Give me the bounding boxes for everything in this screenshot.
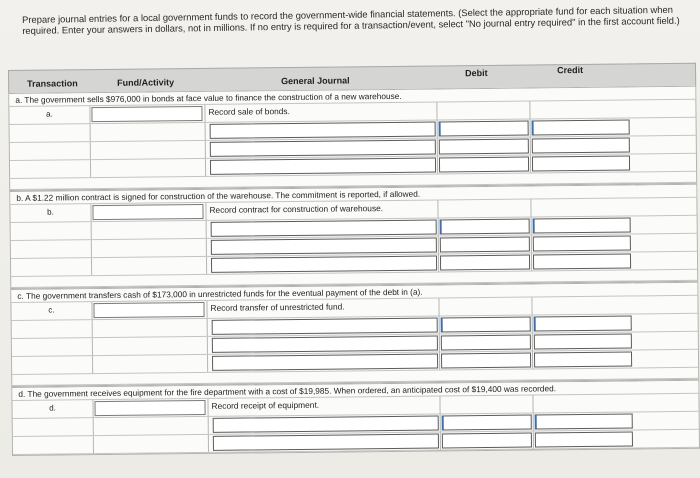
transaction-section-d bbox=[11, 380, 700, 456]
debit-input[interactable] bbox=[439, 121, 529, 137]
header-debit: Debit bbox=[465, 67, 488, 79]
journal-table bbox=[8, 63, 700, 478]
record-label: Record transfer of unrestricted fund. bbox=[207, 298, 439, 317]
debit-input[interactable] bbox=[441, 353, 531, 369]
account-select[interactable] bbox=[211, 256, 437, 273]
debit-input[interactable] bbox=[442, 415, 532, 431]
fund-select[interactable] bbox=[93, 302, 204, 318]
fund-select[interactable] bbox=[92, 204, 203, 220]
account-select[interactable] bbox=[212, 318, 438, 335]
account-select[interactable] bbox=[210, 158, 436, 175]
header-general-journal: General Journal bbox=[281, 75, 350, 87]
fund-cell bbox=[92, 301, 207, 319]
debit-input[interactable] bbox=[441, 335, 531, 351]
header-fund-activity: Fund/Activity bbox=[117, 77, 175, 88]
account-select[interactable] bbox=[212, 336, 438, 353]
transaction-id: c. bbox=[11, 302, 92, 320]
credit-input[interactable] bbox=[534, 351, 632, 367]
debit-cell bbox=[437, 102, 530, 120]
fund-cell bbox=[93, 399, 208, 417]
credit-input[interactable] bbox=[534, 333, 632, 349]
credit-input[interactable] bbox=[532, 119, 630, 135]
header-transaction: Transaction bbox=[27, 78, 78, 89]
credit-input[interactable] bbox=[533, 217, 631, 233]
transaction-section-b bbox=[9, 184, 698, 289]
transaction-description: c. The government transfers cash of $173,000 in unrestricted funds for the eventual payment of the debt in (a). bbox=[11, 283, 697, 303]
header-credit: Credit bbox=[556, 64, 584, 76]
debit-input[interactable] bbox=[439, 157, 529, 173]
debit-input[interactable] bbox=[442, 433, 532, 449]
credit-input[interactable] bbox=[534, 315, 632, 331]
debit-input[interactable] bbox=[440, 237, 530, 253]
transaction-description: a. The government sells $976,000 in bonds at face value to finance the construction of a new warehouse. bbox=[9, 87, 695, 107]
record-label: Record contract for construction of warehouse. bbox=[206, 201, 438, 220]
transaction-description: b. A $1.22 million contract is signed for construction of the warehouse. The commitment is reported, if allowed. bbox=[10, 185, 696, 205]
account-select[interactable] bbox=[210, 140, 436, 157]
fund-select[interactable] bbox=[94, 400, 205, 416]
record-label: Record sale of bonds. bbox=[205, 103, 437, 122]
credit-input[interactable] bbox=[533, 235, 631, 251]
debit-input[interactable] bbox=[439, 139, 529, 155]
credit-input[interactable] bbox=[532, 137, 630, 153]
account-select[interactable] bbox=[211, 220, 437, 237]
transaction-id: a. bbox=[9, 106, 90, 124]
record-label: Record receipt of equipment. bbox=[208, 396, 440, 415]
debit-input[interactable] bbox=[440, 255, 530, 271]
credit-input[interactable] bbox=[533, 253, 631, 269]
fund-cell bbox=[91, 203, 206, 221]
fund-cell bbox=[90, 105, 205, 123]
transaction-id: d. bbox=[12, 400, 93, 418]
account-select[interactable] bbox=[213, 434, 439, 451]
account-select[interactable] bbox=[213, 416, 439, 433]
credit-cell bbox=[530, 100, 630, 118]
transaction-description: d. The government receives equipment for the fire department with a cost of $19,985. When ordered, an anticipated cost of $19,400 was recorded. bbox=[12, 381, 698, 401]
debit-input[interactable] bbox=[440, 219, 530, 235]
fund-select[interactable] bbox=[91, 106, 202, 122]
debit-input[interactable] bbox=[441, 317, 531, 333]
transaction-section-a bbox=[8, 86, 697, 191]
instructions-text: Prepare journal entries for a local government funds to record the government-wide financial statements. (Select the appropriate fund for each situation when required. Enter your answers in dollars, not in millions. If no entry is required for a transaction/event, select "No journal entry required" in the first account field.) bbox=[22, 3, 680, 36]
account-select[interactable] bbox=[211, 238, 437, 255]
account-select[interactable] bbox=[210, 122, 436, 139]
credit-input[interactable] bbox=[535, 431, 633, 447]
credit-input[interactable] bbox=[535, 413, 633, 429]
account-select[interactable] bbox=[212, 354, 438, 371]
transaction-section-c bbox=[10, 282, 699, 387]
transaction-id: b. bbox=[10, 204, 91, 222]
account-cell bbox=[206, 121, 438, 140]
credit-input[interactable] bbox=[532, 155, 630, 171]
